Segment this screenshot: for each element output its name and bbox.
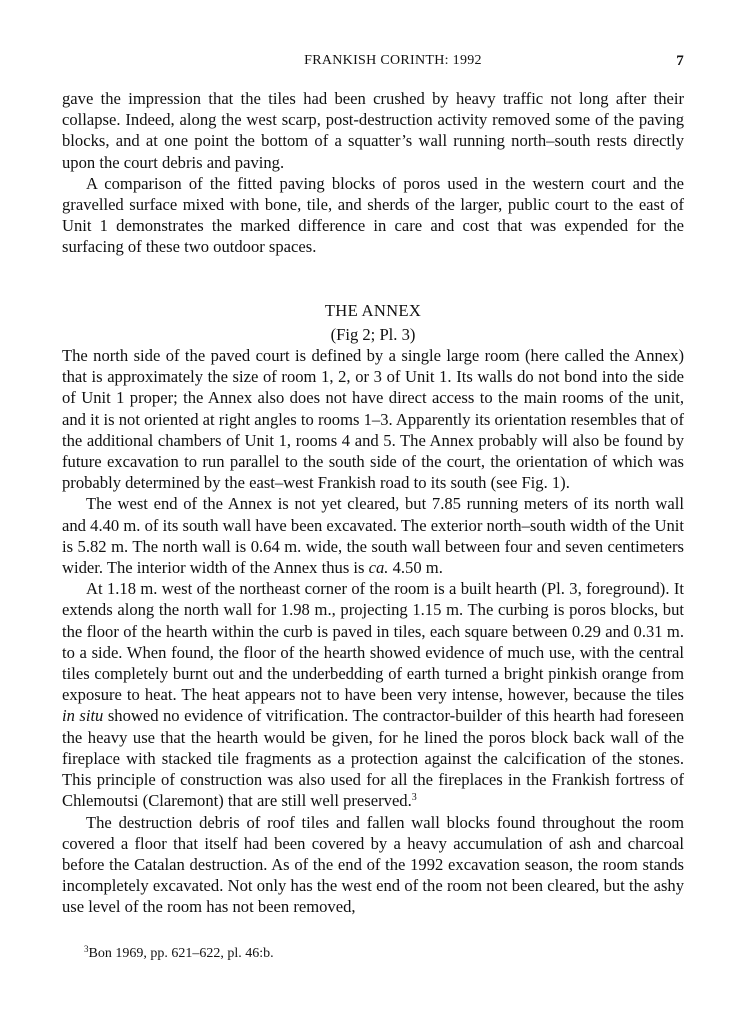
paragraph-destruction-debris: The destruction debris of roof tiles and fallen wall blocks found throughout the room covered a floor that itself had been covered by a heavy accumulation of ash and charcoal before the Catalan destruction. As of the end of the 1992 excavation season, the room stands incompletely excavated. Not only has the west end of the room not been cleared, but the ashy use level of the room has not been removed, [62,812,684,917]
italic-text: in situ [62,706,104,726]
text-run: At 1.18 m. west of the northeast corner of the room is a built hearth (Pl. 3, foreground). It extends along the north wall for 1.98 m., projecting 1.15 m. The curbing is poros blocks, but the floor of the hearth within the curb is paved in tiles, each square between 0.29 and 0.31 m. to a side. When found, the floor of the hearth showed evidence of much use, with the central tiles completely burnt out and the underbedding of earth turned a bright pinkish orange from exposure to heat. The heat appears not to have been very intense, however, because the tiles [62,579,684,705]
paragraph-annex-dimensions [62,493,684,578]
paragraph-comparison: A comparison of the fitted paving blocks of poros used in the western court and the gravelled surface mixed with bone, tile, and sherds of the larger, public court to the east of Unit 1 demonstrates the marked difference in care and cost that was expended for the surfacing of these two outdoor spaces. [62,173,684,257]
page-number: 7 [676,53,684,69]
footnote-text: Bon 1969, pp. 621–622, pl. 46:b. [88,946,274,961]
footnote-reference[interactable]: 3 [411,792,417,804]
paragraph-hearth [62,578,684,811]
paragraph-continued: gave the impression that the tiles had been crushed by heavy traffic not long after their collapse. Indeed, along the west scarp, post-destruction activity removed some of the paving blocks, and at one point the bottom of a squatter’s wall running north–south rests directly upon the court debris and paving. [62,89,684,172]
section-heading: THE ANNEX [324,300,422,320]
footnote [84,945,684,963]
text-run: 4.50 m. [388,558,443,578]
running-title: FRANKISH CORINTH: 1992 [304,53,482,68]
footnote-marker: 3 [84,944,89,954]
section-subheading: (Fig 2; Pl. 3) [330,324,416,344]
text-run: showed no evidence of vitrification. The contractor-builder of this hearth had foreseen the heavy use that the hearth would be given, for he lined the poros block back wall of the fireplace with stacked tile fragments as a protection against the calcification of the stones. This principle of construction was also used for all the fireplaces in the Frankish fortress of Chlemoutsi (Claremont) that are still well preserved. [62,706,684,811]
running-head [62,53,684,73]
paragraph-annex-intro: The north side of the paved court is defined by a single large room (here called the Annex) that is approximately the size of room 1, 2, or 3 of Unit 1. Its walls do not bond into the side of Unit 1 proper; the Annex also does not have direct access to the main rooms of the unit, and it is not oriented at right angles to rooms 1–3. Apparently its orientation resembles that of the additional chambers of Unit 1, rooms 4 and 5. The Annex probably will also be found by future excavation to run parallel to the south side of the court, the orientation of which was probably determined by the east–west Frankish road to its south (see Fig. 1). [62,346,684,493]
italic-text: ca. [368,558,389,578]
text-run: The west end of the Annex is not yet cleared, but 7.85 running meters of its north wall and 4.40 m. of its south wall have been excavated. The exterior north–south width of the Unit is 5.82 m. The north wall is 0.64 m. wide, the south wall between four and seven centimeters wider. The interior width of the Annex thus is [62,494,684,578]
body-text [62,88,684,918]
